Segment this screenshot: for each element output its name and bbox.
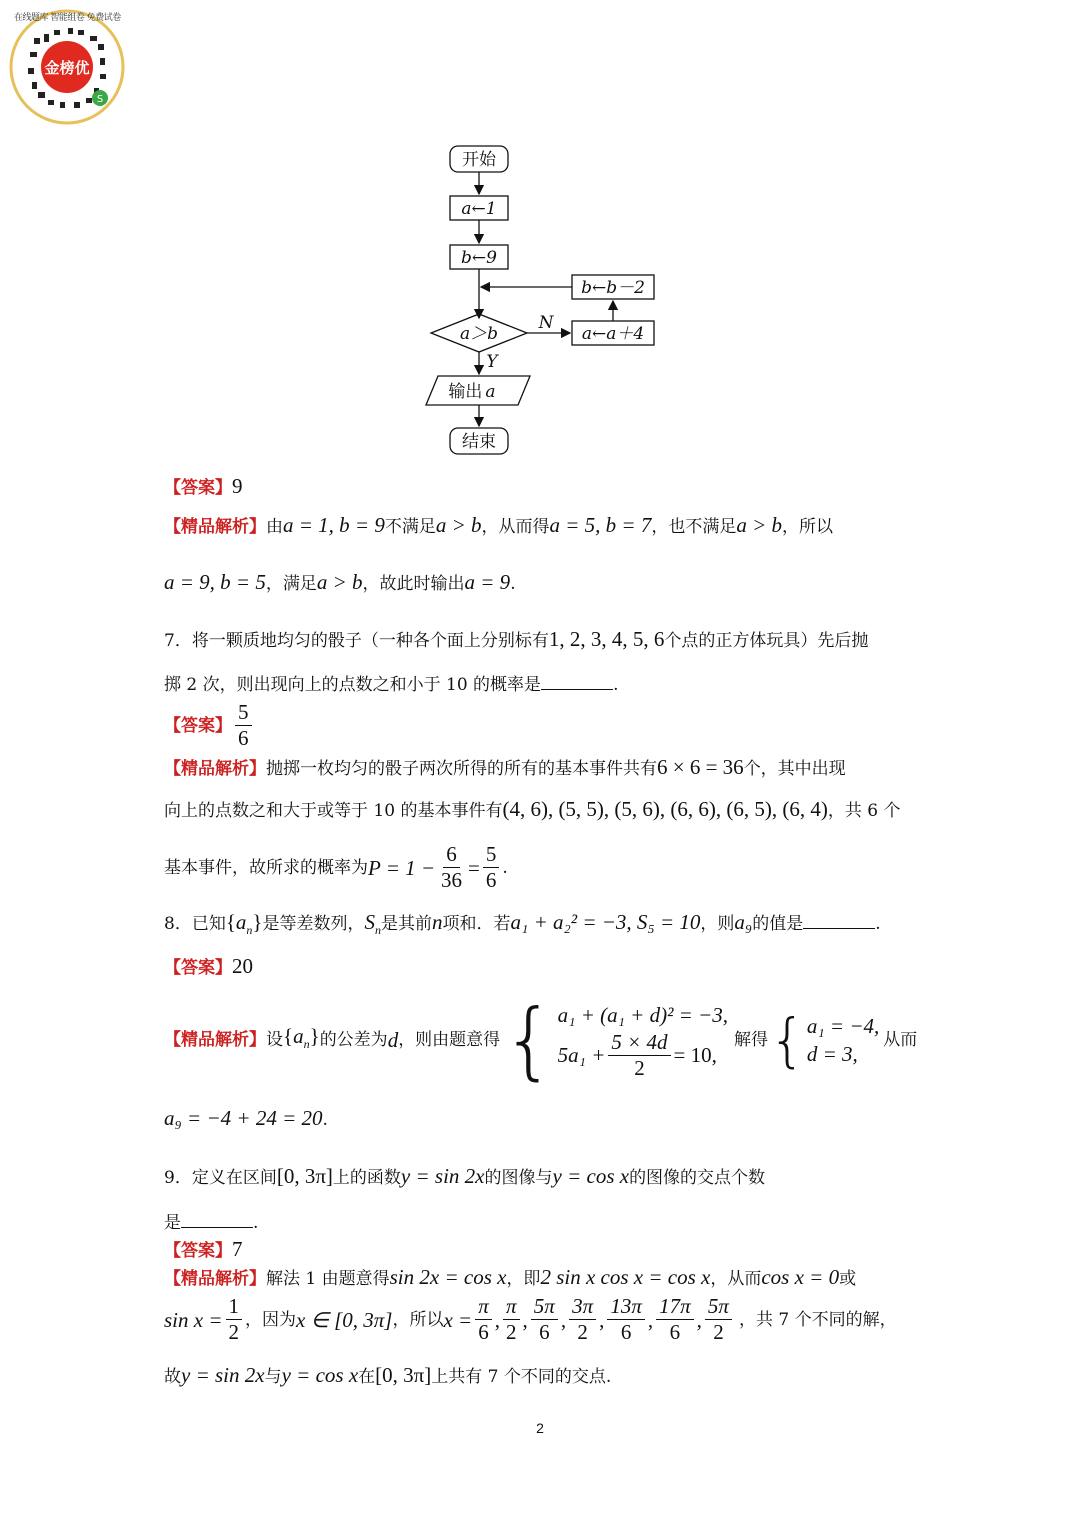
q6-text: 由 bbox=[266, 517, 283, 537]
flow-end-label: 结束 bbox=[462, 432, 496, 452]
q9-solution-separator: , bbox=[560, 1307, 567, 1332]
q7-text: . bbox=[502, 857, 508, 878]
q8-system-brace: { bbox=[502, 991, 556, 1089]
q9-text: 的图像的交点个数 bbox=[629, 1168, 766, 1188]
q9-math: y = cos x bbox=[552, 1164, 630, 1188]
q9-solution-fraction: $\frac{13\pi}{6}$ bbox=[607, 1294, 645, 1345]
flow-condition-label: a＞b bbox=[459, 324, 499, 344]
q9-text: ，共 7 个不同的解， bbox=[738, 1309, 897, 1330]
q9-text: 上共有 7 个不同的交点. bbox=[431, 1367, 612, 1387]
flow-update-b-label: b←b－2 bbox=[581, 278, 645, 298]
q7-text: ，共 6 个 bbox=[827, 801, 901, 821]
q8-answer-blank bbox=[803, 912, 875, 929]
flow-output-var: a bbox=[485, 382, 496, 402]
q9-solution-fraction: $\frac{5\pi}{6}$ bbox=[531, 1294, 558, 1345]
logo-center-text: 金榜优 bbox=[44, 59, 90, 77]
q9-text: 是 bbox=[164, 1213, 181, 1233]
q9-solution-separator: , bbox=[599, 1307, 605, 1332]
q9-text: 上的函数 bbox=[332, 1168, 401, 1188]
q6-math: a > b bbox=[316, 570, 363, 594]
q8-text: ，则由题意得 bbox=[398, 1030, 501, 1050]
q7-math: 6 × 6 = 36 bbox=[657, 755, 744, 779]
flow-init-a-label: a←1 bbox=[461, 199, 497, 219]
q8-text: ，则 bbox=[700, 914, 735, 934]
q8-equation-system: a₁ + (a₁ + d)² = −3, 5a₁ + $\frac{5 \times 4d}{2}$ = 10, bbox=[557, 1002, 728, 1080]
q9-math: x = bbox=[443, 1307, 473, 1332]
q9-answer-tag: 【答案】 bbox=[164, 1241, 232, 1261]
svg-text:S: S bbox=[96, 94, 104, 105]
q9-math: y = sin 2x bbox=[181, 1363, 265, 1387]
q6-math: a = 9, b = 5 bbox=[164, 570, 266, 594]
q6-math: a > b bbox=[435, 513, 482, 537]
q9-answer-blank bbox=[181, 1211, 253, 1228]
q8-final-result: a₉ = −4 + 24 = 20 bbox=[164, 1106, 323, 1130]
q9-math: y = sin 2x bbox=[400, 1164, 485, 1188]
flow-no-label: N bbox=[538, 313, 554, 333]
q9-analysis-tag: 【精品解析】 bbox=[164, 1269, 266, 1289]
q9-math: sin 2x = cos x bbox=[389, 1265, 507, 1289]
q8-text: . bbox=[875, 914, 881, 934]
q8-math: a₉ bbox=[734, 910, 753, 934]
q9-text: ，即 bbox=[506, 1269, 541, 1289]
q8-seq-math: $\{a_n\}$ bbox=[225, 910, 263, 938]
q8-text: 的公差为 bbox=[319, 1030, 388, 1050]
q8-solution-brace: { bbox=[768, 1006, 806, 1074]
q6-text: ，从而得 bbox=[481, 517, 550, 537]
q9-text: 在 bbox=[358, 1367, 376, 1387]
q7-answer-fraction: $\frac{5}{6}$ bbox=[235, 700, 252, 751]
q9-text: ，从而 bbox=[710, 1269, 762, 1289]
q9-solution-list bbox=[472, 1294, 735, 1345]
q8-text: 8．已知 bbox=[164, 914, 226, 934]
q9-text: . bbox=[253, 1213, 259, 1233]
q6-answer-tag: 【答案】 bbox=[164, 478, 232, 498]
q9-solution-fraction: $\frac{17\pi}{6}$ bbox=[656, 1294, 694, 1345]
q7-stem-1: 7．将一颗质地均匀的骰子（一种各个面上分别标有 bbox=[164, 631, 549, 651]
q6-math: a = 1, b = 9 bbox=[283, 513, 385, 537]
q7-answer-blank bbox=[541, 673, 613, 690]
q9-solution-fraction: $\frac{\pi}{2}$ bbox=[503, 1294, 520, 1345]
q7-fraction: $\frac{5}{6}$ bbox=[483, 842, 500, 893]
q8-text: 的值是 bbox=[752, 914, 804, 934]
q8-answer-tag: 【答案】 bbox=[164, 958, 232, 978]
q9-text: 与 bbox=[264, 1367, 282, 1387]
q6-math: a > b bbox=[736, 513, 783, 537]
q6-answer: 9 bbox=[232, 474, 243, 498]
q8-math: n bbox=[432, 910, 443, 934]
q7-text: 向上的点数之和大于或等于 10 的基本事件有 bbox=[164, 801, 503, 821]
q6-math: a = 9 bbox=[464, 570, 511, 594]
q7-stem-2: 个点的正方体玩具）先后抛 bbox=[664, 631, 869, 651]
q9-solution-separator: , bbox=[647, 1307, 654, 1332]
q9-text: ，所以 bbox=[392, 1309, 444, 1330]
flow-output-prefix: 输出 bbox=[448, 382, 483, 402]
q7-math: P = 1 − bbox=[368, 855, 436, 880]
q9-math: [0, 3π] bbox=[375, 1363, 432, 1387]
q9-text: ，因为 bbox=[245, 1309, 296, 1330]
q8-seq-math: $\{a_n\}$ bbox=[283, 1023, 320, 1052]
flowchart bbox=[400, 138, 680, 458]
logo-badge bbox=[8, 8, 126, 126]
q9-math: cos x = 0 bbox=[761, 1265, 840, 1289]
q6-analysis-tag: 【精品解析】 bbox=[164, 517, 266, 537]
q9-solution-fraction: $\frac{5\pi}{2}$ bbox=[705, 1294, 732, 1345]
q7-text: 基本事件，故所求的概率为 bbox=[164, 857, 368, 878]
q9-text: 故 bbox=[164, 1367, 181, 1387]
q9-math: y = cos x bbox=[281, 1363, 359, 1387]
flow-update-a-label: a←a＋4 bbox=[581, 324, 645, 344]
q6-text: ，所以 bbox=[782, 517, 834, 537]
q9-solution-fraction: $\frac{\pi}{6}$ bbox=[475, 1294, 492, 1345]
q9-math: sin x = bbox=[164, 1307, 223, 1332]
q9-text: 或 bbox=[839, 1269, 857, 1289]
q7-faces: 1, 2, 3, 4, 5, 6 bbox=[548, 627, 665, 651]
q9-math: [0, 3π] bbox=[276, 1164, 333, 1188]
flow-init-b-label: b←9 bbox=[461, 248, 497, 268]
q8-text: 是等差数列， bbox=[262, 914, 365, 934]
q6-text: ，故此时输出 bbox=[362, 574, 465, 594]
q7-math: = bbox=[468, 855, 480, 880]
q9-text: 解法 1 由题意得 bbox=[266, 1269, 390, 1289]
q9-math: 2 sin x cos x = cos x bbox=[540, 1265, 711, 1289]
page-number: 2 bbox=[536, 1420, 544, 1436]
flow-start-label: 开始 bbox=[462, 150, 496, 170]
q8-text: 是其前 bbox=[381, 914, 433, 934]
logo-ring-text: 在线题库 智能组卷 免费试卷 bbox=[14, 13, 121, 23]
q8-math: d bbox=[387, 1028, 399, 1052]
q9-solution-separator: , bbox=[522, 1307, 528, 1332]
flow-yes-label: Y bbox=[486, 352, 498, 372]
q8-sum-math: $S_n$ bbox=[364, 910, 382, 938]
svg-text:输出a bbox=[448, 382, 495, 402]
q8-text: 项和．若 bbox=[442, 914, 511, 934]
q8-solution-system: a₁ = −4, d = 3, bbox=[806, 1014, 880, 1066]
q9-fraction: $\frac{1}{2}$ bbox=[226, 1294, 243, 1345]
q6-text: 不满足 bbox=[384, 517, 436, 537]
q8-answer: 20 bbox=[232, 954, 253, 978]
q8-math: a₁ + a₂² = −3, S₅ = 10 bbox=[510, 910, 701, 934]
q9-solution-separator: , bbox=[696, 1307, 702, 1332]
q6-text: ，满足 bbox=[265, 574, 317, 594]
q9-solution-fraction: $\frac{3\pi}{2}$ bbox=[569, 1294, 596, 1345]
q8-text: 设 bbox=[266, 1030, 283, 1050]
q6-text: . bbox=[510, 574, 516, 594]
q9-solution-separator: , bbox=[494, 1307, 501, 1332]
q7-analysis-tag: 【精品解析】 bbox=[164, 759, 266, 779]
q8-analysis-tag: 【精品解析】 bbox=[164, 1030, 266, 1050]
q7-text: 个，其中出现 bbox=[743, 759, 846, 779]
q8-text: . bbox=[322, 1110, 328, 1130]
q9-answer: 7 bbox=[232, 1237, 243, 1261]
q6-math: a = 5, b = 7 bbox=[549, 513, 652, 537]
q6-text: ，也不满足 bbox=[651, 517, 737, 537]
q9-math: x ∈ [0, 3π] bbox=[296, 1307, 393, 1332]
q9-text: 9．定义在区间 bbox=[164, 1168, 277, 1188]
q8-text: 解得 bbox=[733, 1030, 768, 1050]
q7-math: (4, 6), (5, 5), (5, 6), (6, 6), (6, 5), (6, 4) bbox=[502, 797, 828, 821]
q7-stem-3: 掷 2 次，则出现向上的点数之和小于 10 的概率是 bbox=[164, 675, 542, 695]
q7-text: 抛掷一枚均匀的骰子两次所得的所有的基本事件共有 bbox=[266, 759, 657, 779]
q8-text: 从而 bbox=[883, 1030, 918, 1050]
q9-text: 的图像与 bbox=[484, 1168, 553, 1188]
q7-stem-dot: . bbox=[613, 675, 619, 695]
q7-fraction: $\frac{6}{36}$ bbox=[441, 842, 463, 892]
q7-answer-tag: 【答案】 bbox=[164, 715, 232, 736]
